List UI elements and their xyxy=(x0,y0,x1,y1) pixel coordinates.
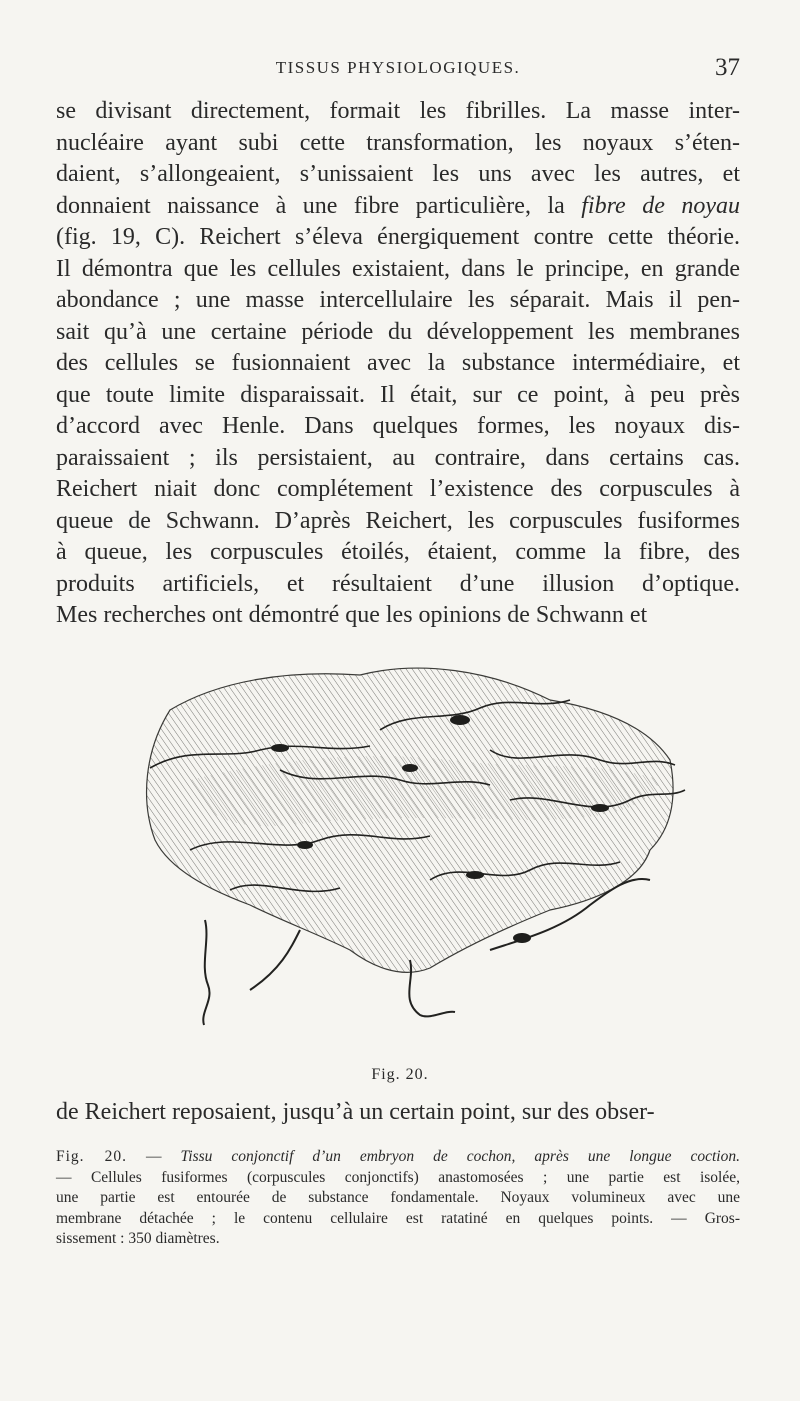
text-line: Reichert niait donc complétement l’existence des corpuscules à xyxy=(56,476,740,502)
nucleus xyxy=(271,744,289,752)
text-line xyxy=(56,191,740,223)
text-line: queue de Schwann. D’après Reichert, les corpuscules fusiformes xyxy=(56,507,740,534)
text-line: à queue, les corpuscules étoilés, étaient, comme la fibre, des xyxy=(56,539,740,565)
isolated-cell-left xyxy=(203,920,209,1025)
body-paragraph xyxy=(56,96,740,632)
text-line: paraissaient ; ils persistaient, au contraire, dans certains cas. xyxy=(56,444,740,471)
text-line: sait qu’à une certaine période du développement les membranes xyxy=(56,318,740,345)
fibre-term: fibre de noyau xyxy=(581,192,740,219)
running-head xyxy=(56,54,740,88)
tissue-mass xyxy=(147,668,674,972)
caption-line: une partie est entourée de substance fondamentale. Noyaux volumineux avec une xyxy=(56,1189,740,1206)
text-line-start: donnaient naissance à une fibre particulière, la xyxy=(56,192,582,219)
nucleus xyxy=(297,841,313,849)
caption-prefix: Fig. 20. xyxy=(56,1148,127,1165)
figure-illustration xyxy=(130,650,690,1065)
text-line: Il démontra que les cellules existaient, dans le principe, en grande xyxy=(56,255,740,282)
nucleus xyxy=(402,764,418,772)
caption-line: sissement : 350 diamètres. xyxy=(56,1230,220,1247)
text-line: (fig. 19, C). Reichert s’éleva énergiquement contre cette théorie. xyxy=(56,224,740,250)
page-number: 37 xyxy=(715,54,740,81)
text-line: que toute limite disparaissait. Il était, sur ce point, à peu près xyxy=(56,381,740,408)
nucleus xyxy=(513,933,531,943)
fibrous-tissue-engraving xyxy=(130,650,690,1065)
text-line: d’accord avec Henle. Dans quelques formes, les noyaux dis- xyxy=(56,413,740,439)
text-line: abondance ; une masse intercellulaire les séparait. Mais il pen- xyxy=(56,287,740,313)
text-line: Mes recherches ont démontré que les opinions de Schwann et xyxy=(56,602,648,628)
text-line: se divisant directement, formait les fibrilles. La masse inter- xyxy=(56,98,740,124)
isolated-cell xyxy=(250,930,300,990)
caption-title: Tissu conjonctif d’un embryon de cochon, après une longue coction. xyxy=(180,1148,740,1165)
caption-line: membrane détachée ; le contenu cellulaire est ratatiné en quelques points. — Gros- xyxy=(56,1209,740,1227)
caption-line: — Cellules fusiformes (corpuscules conjonctifs) anastomosées ; une partie est isolée, xyxy=(56,1168,740,1186)
caption-line: Fig. 20. — Tissu conjonctif d’un embryon de cochon, après une longue coction. xyxy=(56,1148,740,1165)
nucleus xyxy=(591,804,609,812)
nucleus xyxy=(466,871,484,879)
figure-caption xyxy=(56,1147,740,1250)
text-line: des cellules se fusionnaient avec la substance intermédiaire, et xyxy=(56,350,740,376)
text-line: produits artificiels, et résultaient d’une illusion d’optique. xyxy=(56,570,740,597)
nucleus xyxy=(450,715,470,725)
text-line: daient, s’allongeaient, s’unissaient les uns avec les autres, et xyxy=(56,161,740,187)
figure-label: Fig. 20. xyxy=(371,1066,429,1083)
running-title: TISSUS PHYSIOLOGIQUES. xyxy=(275,58,521,77)
text-line: nucléaire ayant subi cette transformation, les noyaux s’éten- xyxy=(56,129,740,156)
continuation-line: de Reichert reposaient, jusqu’à un certain point, sur des obser- xyxy=(56,1099,655,1125)
